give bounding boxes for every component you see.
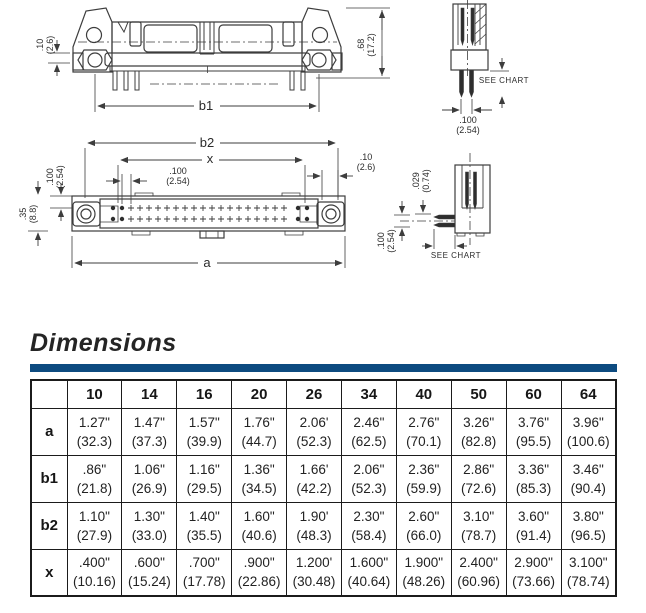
dim-cell bbox=[451, 408, 506, 455]
dim-inches: 1.36" bbox=[243, 461, 275, 477]
dim-cell bbox=[396, 502, 451, 549]
dim-mm: (52.3) bbox=[296, 433, 332, 449]
dim-cell bbox=[67, 455, 122, 502]
dim-inches: 2.06' bbox=[299, 414, 329, 430]
dim-mm: (26.9) bbox=[131, 480, 167, 496]
dim-inches: .35 bbox=[18, 207, 28, 221]
dim-inches: .10 bbox=[35, 38, 45, 52]
dim-cell bbox=[396, 408, 451, 455]
dim-mm: (58.4) bbox=[351, 527, 387, 543]
dim-inches: 2.900" bbox=[514, 555, 553, 571]
dim-cell bbox=[122, 408, 177, 455]
dim-mm: (30.48) bbox=[292, 574, 336, 590]
dim-mm: (100.6) bbox=[566, 433, 610, 449]
corner-cell bbox=[31, 380, 67, 408]
title-underline-bar bbox=[30, 364, 617, 372]
dim-inches: .100 bbox=[376, 232, 386, 250]
dim-cell bbox=[451, 455, 506, 502]
dim-mm: (17.2) bbox=[366, 33, 377, 57]
dim-inches: 2.76" bbox=[408, 414, 440, 430]
col-header: 50 bbox=[451, 380, 506, 408]
dim-inches: 1.57" bbox=[188, 414, 220, 430]
dim-label-b1 bbox=[191, 99, 221, 114]
dim-cell bbox=[287, 455, 342, 502]
dim-label-front-height-total bbox=[356, 23, 378, 67]
see-chart-label-top bbox=[478, 76, 530, 85]
dim-label-x bbox=[195, 152, 225, 167]
dim-mm: (52.3) bbox=[351, 480, 387, 496]
dim-cell bbox=[232, 408, 287, 455]
dim-mm: (60.96) bbox=[457, 574, 501, 590]
dim-inches: 3.10" bbox=[463, 508, 495, 524]
dim-inches: 1.90' bbox=[299, 508, 329, 524]
dim-inches: 3.100" bbox=[568, 555, 608, 571]
dim-letter: x bbox=[206, 151, 214, 166]
dim-label-b2 bbox=[192, 136, 222, 151]
dim-mm: (62.5) bbox=[351, 433, 387, 449]
dim-inches: 2.86" bbox=[463, 461, 495, 477]
dim-cell bbox=[122, 455, 177, 502]
dim-mm: (32.3) bbox=[76, 433, 113, 449]
dim-mm: (44.7) bbox=[241, 433, 277, 449]
dim-inches: 1.30" bbox=[133, 508, 165, 524]
dim-label-a bbox=[192, 256, 222, 271]
dim-inches: 3.60" bbox=[518, 508, 550, 524]
col-header: 20 bbox=[232, 380, 287, 408]
dim-inches: .100 bbox=[45, 168, 55, 186]
dim-mm: (2.54) bbox=[55, 165, 66, 189]
dim-cell bbox=[396, 549, 451, 596]
dim-cell bbox=[341, 549, 396, 596]
see-chart-label-bottom bbox=[428, 251, 484, 260]
dim-mm: (40.6) bbox=[241, 527, 277, 543]
table-row bbox=[31, 455, 616, 502]
dim-mm: (59.9) bbox=[406, 480, 442, 496]
dim-inches: .86" bbox=[82, 461, 107, 477]
dim-inches: .100 bbox=[169, 166, 187, 176]
dim-inches: 1.27" bbox=[78, 414, 110, 430]
dim-cell bbox=[561, 455, 616, 502]
dim-cell bbox=[177, 502, 232, 549]
dim-mm: (95.5) bbox=[515, 433, 552, 449]
dim-cell bbox=[341, 408, 396, 455]
dim-mm: (27.9) bbox=[76, 527, 113, 543]
dim-inches: 1.10" bbox=[78, 508, 110, 524]
dim-label-pin-offset bbox=[411, 159, 433, 203]
dim-label-row-offset bbox=[45, 155, 67, 199]
dim-cell bbox=[232, 502, 287, 549]
dim-label-end-offset bbox=[343, 152, 389, 173]
dim-cell bbox=[67, 502, 122, 549]
col-header: 10 bbox=[67, 380, 122, 408]
dim-mm: (2.6) bbox=[45, 35, 56, 55]
dim-inches: 1.47" bbox=[133, 414, 165, 430]
dim-cell bbox=[287, 549, 342, 596]
side-view-vertical-drawing bbox=[442, 0, 509, 114]
col-header: 34 bbox=[341, 380, 396, 408]
dim-mm: (2.54) bbox=[166, 176, 190, 187]
table-row bbox=[31, 502, 616, 549]
dim-inches: .68 bbox=[356, 38, 366, 52]
dim-inches: 1.40" bbox=[188, 508, 220, 524]
dim-mm: (90.4) bbox=[570, 480, 606, 496]
col-header: 60 bbox=[506, 380, 561, 408]
top-view-drawing bbox=[28, 143, 353, 268]
col-header: 64 bbox=[561, 380, 616, 408]
dim-label-body-height bbox=[18, 192, 40, 236]
dim-inches: 1.06" bbox=[133, 461, 165, 477]
dim-mm: (8.8) bbox=[28, 204, 39, 224]
dim-letter: a bbox=[203, 255, 211, 270]
dim-inches: 2.46" bbox=[353, 414, 385, 430]
dim-cell bbox=[506, 455, 561, 502]
dim-inches: .10 bbox=[359, 152, 373, 162]
dim-mm: (72.6) bbox=[461, 480, 497, 496]
dim-cell bbox=[177, 408, 232, 455]
row-label: x bbox=[31, 549, 67, 596]
dim-cell bbox=[287, 502, 342, 549]
dim-mm: (35.5) bbox=[186, 527, 222, 543]
dim-inches: 2.60" bbox=[408, 508, 440, 524]
dim-cell bbox=[67, 549, 122, 596]
dim-inches: 2.30" bbox=[353, 508, 385, 524]
dim-inches: .900" bbox=[243, 555, 275, 571]
dim-mm: (82.8) bbox=[461, 433, 497, 449]
dim-mm: (2.54) bbox=[386, 229, 397, 253]
table-row bbox=[31, 549, 616, 596]
table-header-row bbox=[31, 380, 616, 408]
dim-inches: .100 bbox=[459, 115, 477, 125]
dim-cell bbox=[506, 408, 561, 455]
dim-mm: (91.4) bbox=[515, 527, 552, 543]
dim-mm: (48.3) bbox=[296, 527, 332, 543]
dim-cell bbox=[506, 502, 561, 549]
dim-letter: b2 bbox=[199, 135, 215, 150]
dim-inches: 3.26" bbox=[463, 414, 495, 430]
dim-mm: (39.9) bbox=[186, 433, 222, 449]
dim-mm: (42.2) bbox=[296, 480, 332, 496]
dim-inches: 1.600" bbox=[349, 555, 389, 571]
dim-cell bbox=[561, 502, 616, 549]
front-view-drawing bbox=[48, 8, 390, 112]
dim-mm: (73.66) bbox=[512, 574, 555, 590]
dim-cell bbox=[67, 408, 122, 455]
table-row bbox=[31, 408, 616, 455]
dim-inches: 2.400" bbox=[459, 555, 498, 571]
dim-mm: (70.1) bbox=[406, 433, 442, 449]
dim-inches: .400" bbox=[78, 555, 110, 571]
dim-mm: (78.7) bbox=[461, 527, 497, 543]
col-header: 16 bbox=[177, 380, 232, 408]
dim-inches: 3.76" bbox=[518, 414, 550, 430]
dim-cell bbox=[451, 549, 506, 596]
page-title: Dimensions bbox=[30, 329, 177, 357]
dim-mm: (37.3) bbox=[131, 433, 167, 449]
dim-inches: 2.06" bbox=[353, 461, 385, 477]
dim-letter: b1 bbox=[198, 98, 214, 113]
dim-inches: 3.96" bbox=[572, 414, 604, 430]
dim-mm: (96.5) bbox=[570, 527, 606, 543]
dim-cell bbox=[232, 455, 287, 502]
dim-mm: (17.78) bbox=[182, 574, 226, 590]
row-label: b1 bbox=[31, 455, 67, 502]
dim-label-pitch-rightangle bbox=[376, 219, 398, 263]
dim-mm: (40.64) bbox=[347, 574, 391, 590]
dim-mm: (66.0) bbox=[406, 527, 442, 543]
dim-cell bbox=[451, 502, 506, 549]
dim-mm: (21.8) bbox=[76, 480, 113, 496]
dim-mm: (29.5) bbox=[186, 480, 222, 496]
dim-cell bbox=[232, 549, 287, 596]
dim-cell bbox=[341, 455, 396, 502]
dimensions-table bbox=[30, 379, 617, 597]
dim-inches: .600" bbox=[133, 555, 165, 571]
dim-cell bbox=[341, 502, 396, 549]
dim-mm: (10.16) bbox=[73, 574, 116, 590]
dim-mm: (2.6) bbox=[356, 162, 376, 173]
dim-inches: 1.900" bbox=[404, 555, 444, 571]
dim-inches: 3.36" bbox=[518, 461, 550, 477]
right-angle-view-drawing bbox=[394, 153, 490, 249]
dim-mm: (22.86) bbox=[237, 574, 281, 590]
dim-inches: 1.200' bbox=[295, 555, 333, 571]
dim-cell bbox=[122, 549, 177, 596]
dim-inches: 3.80" bbox=[572, 508, 604, 524]
dim-cell bbox=[177, 455, 232, 502]
dim-inches: 1.66' bbox=[299, 461, 329, 477]
dim-label-pitch-top bbox=[443, 115, 493, 136]
dim-cell bbox=[506, 549, 561, 596]
dim-cell bbox=[287, 408, 342, 455]
dim-mm: (78.74) bbox=[566, 574, 610, 590]
dim-inches: 3.46" bbox=[572, 461, 604, 477]
dim-inches: .029 bbox=[411, 172, 421, 190]
col-header: 14 bbox=[122, 380, 177, 408]
dim-inches: 1.76" bbox=[243, 414, 275, 430]
dim-mm: (33.0) bbox=[131, 527, 167, 543]
dim-inches: 1.60" bbox=[243, 508, 275, 524]
dim-label-front-height-small bbox=[35, 23, 57, 67]
dim-mm: (34.5) bbox=[241, 480, 277, 496]
dim-mm: (0.74) bbox=[421, 169, 432, 193]
col-header: 40 bbox=[396, 380, 451, 408]
dim-cell bbox=[561, 408, 616, 455]
see-chart-text: SEE CHART bbox=[478, 76, 530, 85]
dim-cell bbox=[122, 502, 177, 549]
dim-cell bbox=[396, 455, 451, 502]
dim-inches: 2.36" bbox=[408, 461, 440, 477]
dim-mm: (85.3) bbox=[515, 480, 552, 496]
dim-inches: .700" bbox=[188, 555, 220, 571]
dim-mm: (48.26) bbox=[402, 574, 446, 590]
row-label: b2 bbox=[31, 502, 67, 549]
dim-cell bbox=[177, 549, 232, 596]
dim-mm: (15.24) bbox=[127, 574, 171, 590]
col-header: 26 bbox=[287, 380, 342, 408]
dim-label-pitch-topview bbox=[152, 166, 204, 187]
dim-mm: (2.54) bbox=[456, 125, 480, 136]
dim-cell bbox=[561, 549, 616, 596]
see-chart-text: SEE CHART bbox=[430, 251, 482, 260]
dim-inches: 1.16" bbox=[188, 461, 220, 477]
row-label: a bbox=[31, 408, 67, 455]
